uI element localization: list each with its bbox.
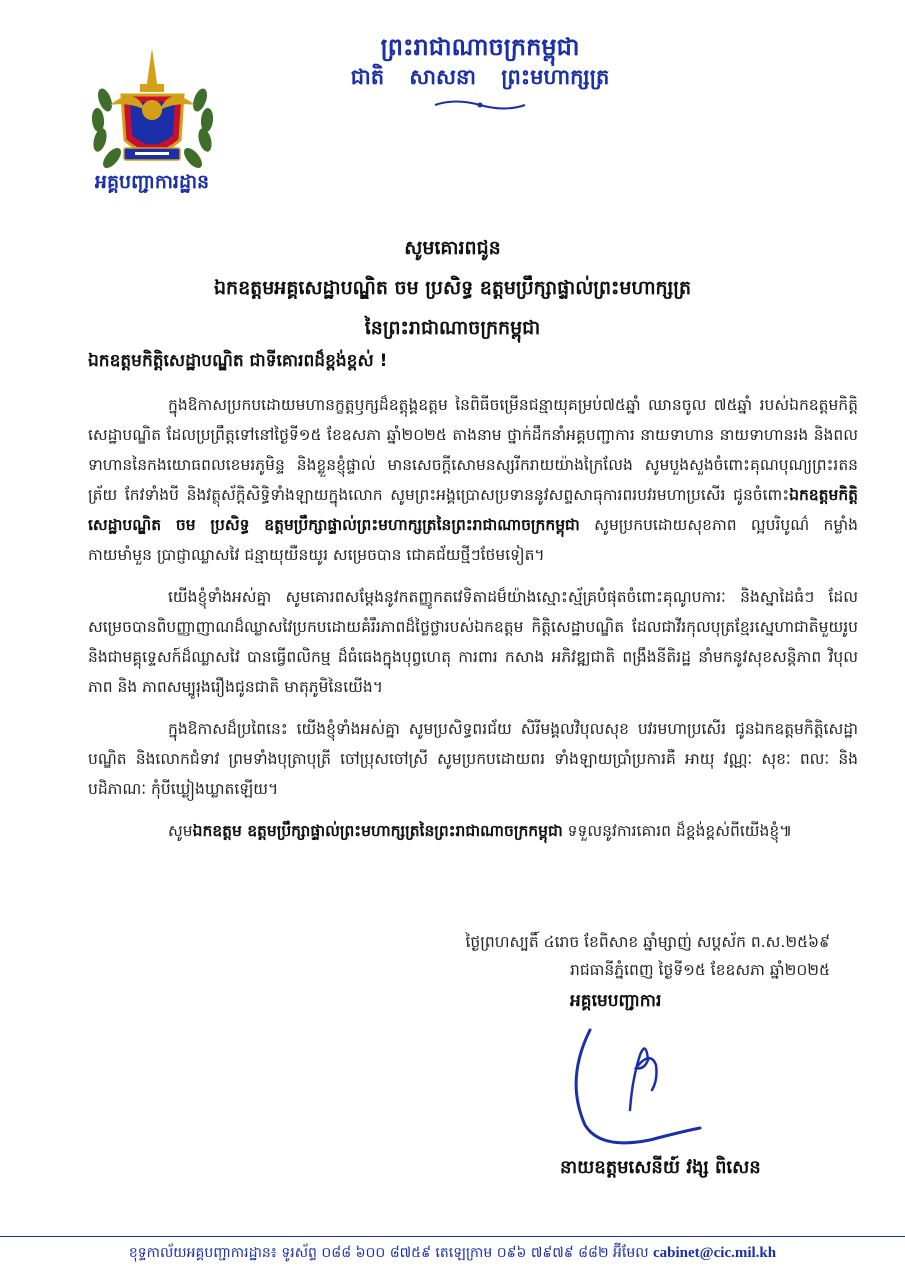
lunar-date: ថ្ងៃព្រហស្បតិ៍ ៤រោច ខែពិសាខ ឆ្នាំម្សាញ់ សប្តស័ក ព.ស.២៥៦៩: [465, 933, 830, 951]
footer-email: cabinet@cic.mil.kh: [653, 1245, 777, 1261]
headquarters-name: អគ្គបញ្ជាការដ្ឋាន: [94, 171, 210, 193]
national-motto: ជាតិ សាសនា ព្រះមហាក្សត្រ: [350, 65, 610, 89]
paragraph-1-text-b: សូមប្រកបដោយសុខភាព ល្អបរិបូណ៌ កម្លាំងកាយមាំមួន ប្រាជ្ញាឈ្លាសវៃ ជន្មាយុយឺនយូរ សម្រេចបាន ជោគជ័យថ្មីៗថែមទៀត។: [88, 516, 858, 564]
greeting-block: [0, 228, 905, 348]
greeting-line-2: ឯកឧត្តមអគ្គសេដ្ឋាបណ្ឌិត ចម ប្រសិទ្ធ ឧត្តមប្រឹក្សាផ្ទាល់ព្រះមហាក្សត្រ: [213, 277, 692, 299]
kingdom-name: ព្រះរាជាណាចក្រកម្ពុជា: [380, 33, 580, 61]
greeting-line-1: សូមគោរពជូន: [404, 237, 501, 259]
signatory-name: នាយឧត្តមសេនីយ៍ វង្ស ពិសេន: [560, 1157, 761, 1178]
greeting-line-3: នៃព្រះរាជាណាចក្រកម្ពុជា: [364, 317, 541, 339]
footer-divider: [0, 1236, 905, 1237]
paragraph-1-text-a: ក្នុងឱកាសប្រកបដោយមហានក្ខត្តឫក្សដ៏ឧត្តុង្គឧត្តម នៃពិធីចម្រើនជន្មាយុគម្រប់៧៥ឆ្នាំ ឈានចូល ៧៥ឆ្នាំ របស់ឯកឧត្តមកិត្តិសេដ្ឋាបណ្ឌិត ដែលប្រព្រឹត្តទៅនៅថ្ងៃទី១៥ ខែឧសភា ឆ្នាំ២០២៥ តាងនាម ថ្នាក់ដឹកនាំអគ្គបញ្ជាការ នាយទាហាន នាយទាហានរង និងពលទាហាននៃកងយោធពលខេមរភូមិន្ទ និងខ្លួនខ្ញុំផ្ទាល់ មានសេចក្តីសោមនស្សរីករាយយ៉ាងក្រៃលែង សូមបួងសួងចំពោះគុណបុណ្យព្រះរតនត្រ័យ កែវទាំងបី និងវត្ថុស័ក្តិសិទ្ធិទាំងឡាយក្នុងលោក សូមព្រះអង្គប្រោសប្រទាននូវសព្ទសាធុការពរបវរមហាប្រសើរ ជូនចំពោះ: [88, 396, 858, 504]
letter-date: [466, 928, 830, 984]
military-emblem-icon: [80, 40, 225, 180]
paragraph-1: [88, 390, 858, 570]
paragraph-4-text-b: ទទួលនូវការគោរព ដ៏ខ្ពង់ខ្ពស់ពីយើងខ្ញុំ៕: [562, 822, 793, 840]
paragraph-4: [88, 816, 858, 846]
handwritten-signature-icon: [560, 1010, 710, 1160]
footer-contact: [0, 1242, 905, 1264]
paragraph-4-text-a: សូម: [168, 822, 193, 840]
signatory-role: អគ្គមេបញ្ជាការ: [570, 991, 662, 1011]
paragraph-4-bold: ឯកឧត្តម ឧត្តមប្រឹក្សាផ្ទាល់ព្រះមហាក្សត្រនៃព្រះរាជាណាចក្រកម្ពុជា: [192, 822, 563, 840]
ornament-divider-icon: [430, 98, 530, 112]
letter-body: [88, 390, 858, 858]
paragraph-1-bold: ឯកឧត្តមកិត្តិសេដ្ឋាបណ្ឌិត ចម ប្រសិទ្ធ ឧត្តមប្រឹក្សាផ្ទាល់ព្រះមហាក្សត្រនៃព្រះរាជាណាចក្រកម្ពុជា: [88, 486, 858, 534]
paragraph-2: យើងខ្ញុំទាំងអស់គ្នា សូមគោរពសម្តែងនូវកតញ្ញូកតវេទិតាដម៏យ៉ាងស្មោះស្ម័គ្របំផុតចំពោះគុណូបការៈ និងស្នាដៃធំៗ ដែលសម្រេចបានពិបញ្ញាញាណដ៏ឈ្លាសវៃប្រកបដោយគំរឹរភាពដ៏ថ្លៃថ្លារបស់ឯកឧត្តម កិត្តិសេដ្ឋាបណ្ឌិត ដែលជាវីរកុលបុត្រខ្មែរស្នេហាជាតិមួយរូប និងជាមគ្គុទ្ទេសក៍ដ៏ឈ្លាសវៃ បានធ្វើពលិកម្ម ដ៏ធំធេងក្នុងបុព្វហេតុ ការពារ កសាង អភិវឌ្ឍជាតិ ពង្រឹងនីតិរដ្ឋ នាំមកនូវសុខសន្តិភាព វិបុលភាព និង ភាពសម្បូរុងរឿងជូនជាតិ មាតុភូមិនៃយើង។: [88, 588, 858, 696]
paragraph-3: ក្នុងឱកាសដ៏ប្រពៃនេះ យើងខ្ញុំទាំងអស់គ្នា សូមប្រសិទ្ធពរជ័យ សិរីមង្គលវិបុលសុខ បវរមហាប្រសើរ ជូនឯកឧត្តមកិត្តិសេដ្ឋាបណ្ឌិត និងលោកជំទាវ ព្រមទាំងបុត្រាបុត្រី ចៅប្រុសចៅស្រី សូមប្រកបដោយពរ ទាំងឡាយប្រាំប្រការគឺ អាយុ វណ្ណៈ សុខៈ ពលៈ និងបដិភាណៈ កុំបីឃ្លៀងឃ្លាតឡើយ។: [88, 720, 858, 798]
salutation: ឯកឧត្តមកិត្តិសេដ្ឋាបណ្ឌិត ជាទីគោរពដ៏ខ្ពង់ខ្ពស់ !: [88, 351, 388, 371]
footer-contact-text: ខុទ្ទកាល័យអគ្គបញ្ជាការដ្ឋាន៖ ទូរស័ព្ទ ០៨៨ ៦០០ ៨៧៥៩ តេឡេក្រាម ០៩៦ ៧៩៧៩ ៨៨២ អ៊ីមែល: [128, 1245, 649, 1261]
solar-date: រាជធានីភ្នំពេញ ថ្ងៃទី១៥ ខែឧសភា ឆ្នាំ២០២៥: [570, 961, 830, 979]
